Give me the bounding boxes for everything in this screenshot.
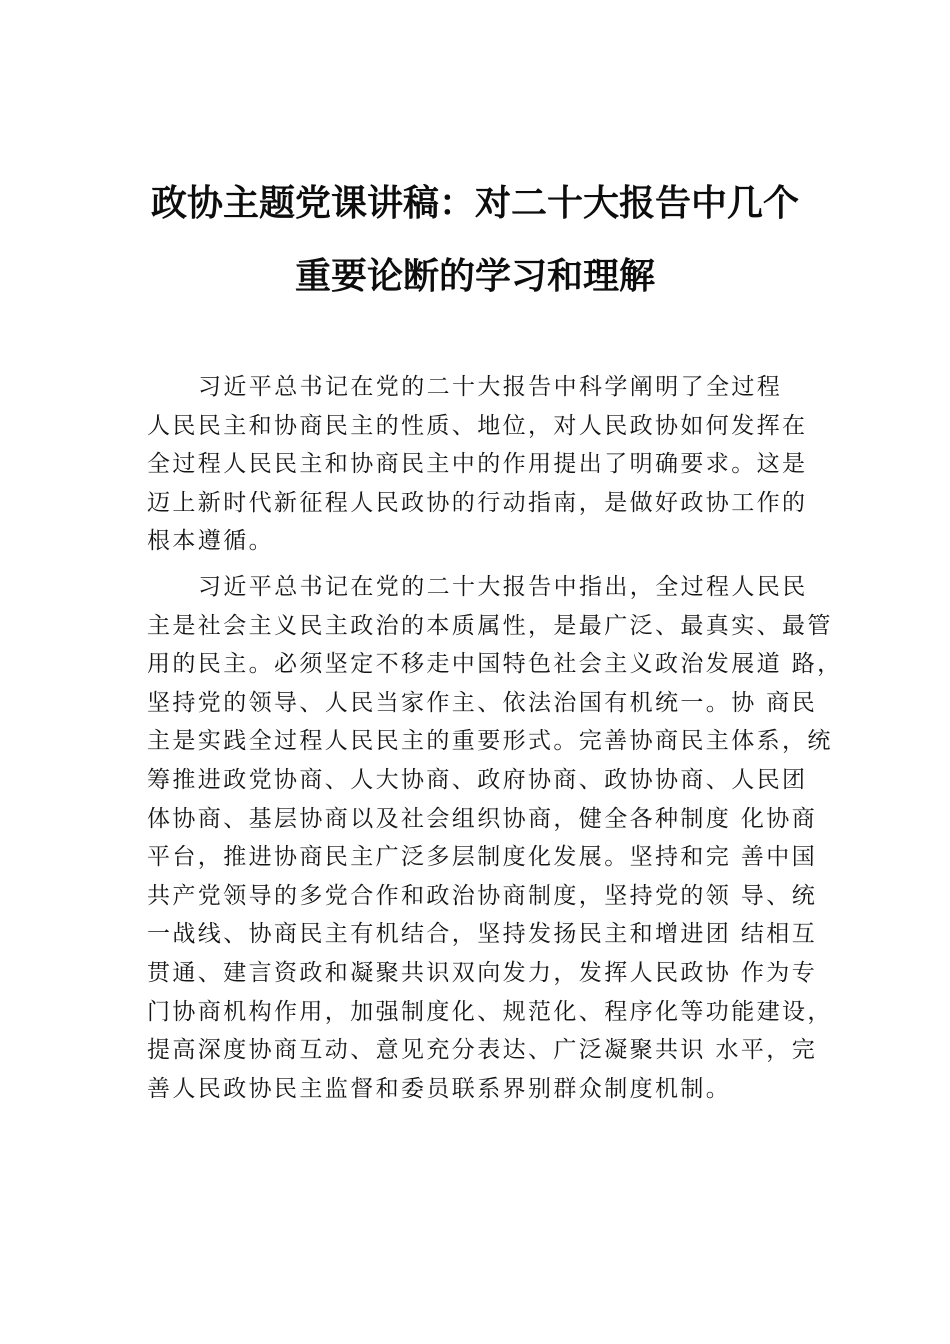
text-line: 门协商机构作用，加强制度化、规范化、程序化等功能建设， — [147, 998, 833, 1025]
document-title-line-2: 重要论断的学习和理解 — [294, 255, 655, 297]
text-line: 主是实践全过程人民民主的重要形式。完善协商民主体系，统 — [147, 728, 833, 755]
text-line: 习近平总书记在党的二十大报告中指出，全过程人民民 — [198, 574, 808, 600]
text-line: 平台，推进协商民主广泛多层制度化发展。坚持和完 善中国 — [147, 844, 818, 871]
text-line: 迈上新时代新征程人民政协的行动指南，是做好政协工作的 — [147, 489, 808, 516]
text-line: 根本遵循。 — [147, 528, 274, 555]
text-line: 体协商、基层协商以及社会组织协商，健全各种制度 化协商 — [147, 805, 818, 832]
text-line: 贯通、建言资政和凝聚共识双向发力，发挥人民政协 作为专 — [147, 959, 818, 986]
text-line: 筹推进政党协商、人大协商、政府协商、政协协商、人民团 — [147, 766, 808, 793]
text-line: 用的民主。必须坚定不移走中国特色社会主义政治发展道 路， — [147, 651, 843, 678]
text-line: 共产党领导的多党合作和政治协商制度，坚持党的领 导、统 — [147, 882, 818, 909]
paragraph-2 — [147, 568, 843, 1108]
text-line: 一战线、协商民主有机结合，坚持发扬民主和增进团 结相互 — [147, 921, 818, 948]
text-line: 习近平总书记在党的二十大报告中科学阐明了全过程 — [198, 374, 783, 400]
text-line: 全过程人民民主和协商民主中的作用提出了明确要求。这是 — [147, 451, 808, 478]
text-line: 主是社会主义民主政治的本质属性，是最广泛、最真实、最管 — [147, 612, 833, 639]
text-line: 坚持党的领导、人民当家作主、依法治国有机统一。协 商民 — [147, 689, 818, 716]
text-line: 善人民政协民主监督和委员联系界别群众制度机制。 — [147, 1075, 732, 1102]
text-line: 提高深度协商互动、意见充分表达、广泛凝聚共识 水平，完 — [147, 1037, 818, 1064]
document-title-line-1: 政协主题党课讲稿：对二十大报告中几个 — [150, 182, 799, 224]
paragraph-1 — [147, 368, 837, 561]
text-line: 人民民主和协商民主的性质、地位，对人民政协如何发挥在 — [147, 412, 808, 439]
